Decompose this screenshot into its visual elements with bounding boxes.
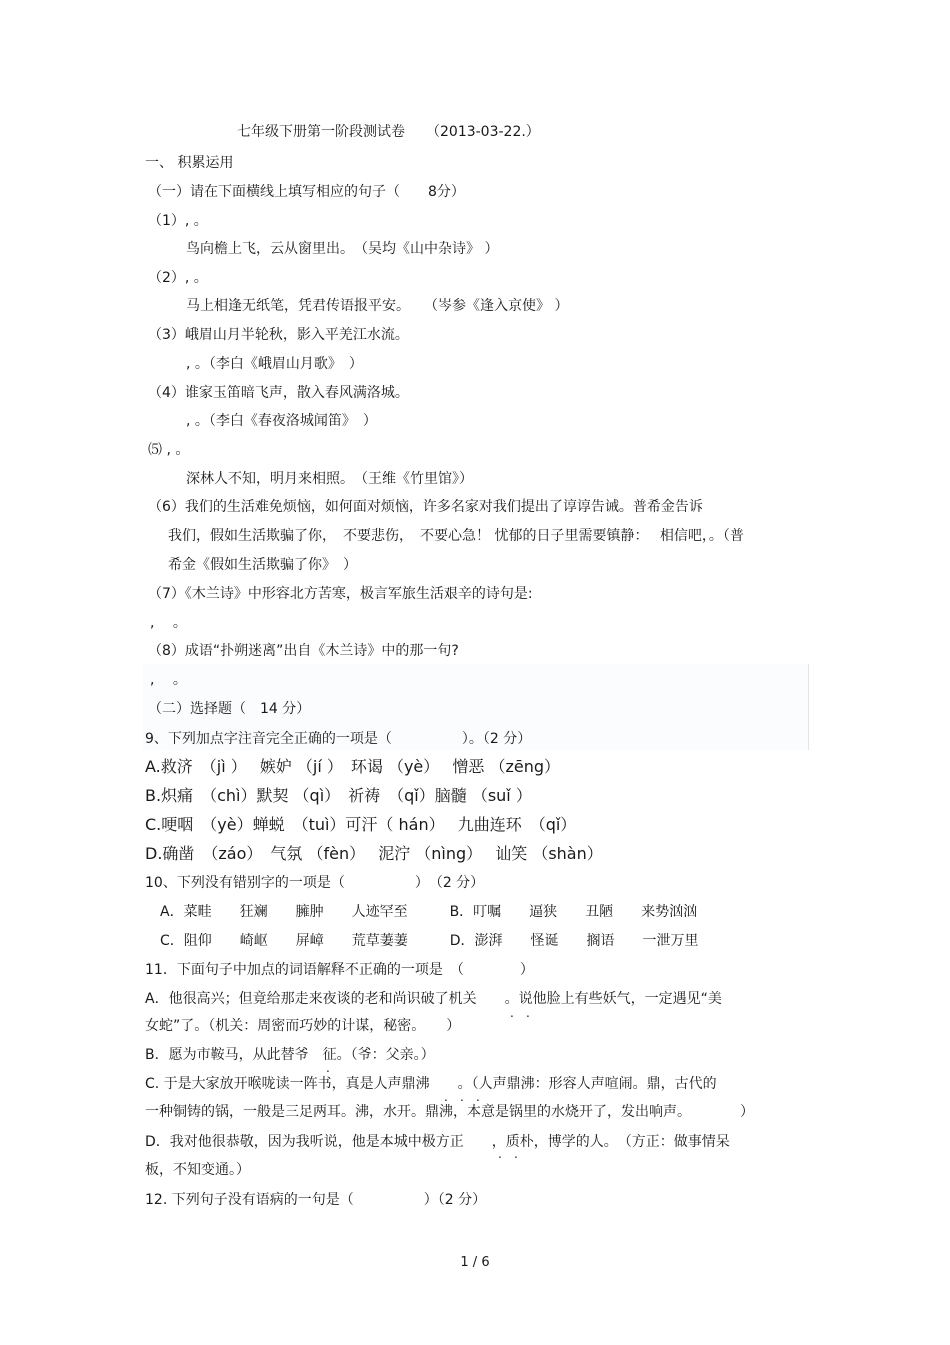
answer-line: , 。 <box>150 672 187 688</box>
question-line: （2）, 。 <box>148 270 208 286</box>
emphasis-dot: . <box>476 1090 480 1104</box>
option-line: D.确凿 （záo） 气氛 （fèn） 泥泞 （nìng） 讪笑 （shàn） <box>145 844 603 863</box>
question-line: 12. 下列句子没有语病的一句是（ ）（2 分） <box>145 1192 487 1208</box>
option-line: A.救济 （jì ） 嫉妒 （jí ） 环谒 （yè） 憎恶 （zēng） <box>145 757 560 776</box>
option-line: C．阻仰 崎岖 屏嶂 荒草萋萋 D．澎湃 怪诞 搁语 一泄万里 <box>160 933 699 949</box>
question-line: 11．下面句子中加点的词语解释不正确的一项是 （ ） <box>145 962 534 978</box>
emphasis-dot: . <box>514 1147 518 1161</box>
option-line: 板，不知变通。） <box>145 1162 250 1178</box>
question-line: 10、下列没有错别字的一项是（ ） （2 分） <box>145 875 485 891</box>
option-line: A．菜畦 狂斓 臃肿 人迹罕至 B．叮嘱 逼狭 丑陋 来势汹汹 <box>160 904 698 920</box>
sub-heading: （二）选择题（ 14 分） <box>148 701 311 717</box>
emphasis-dot: . <box>444 1090 448 1104</box>
question-line: （1）, 。 <box>148 213 208 229</box>
emphasis-dot: . <box>460 1090 464 1104</box>
question-line: （8）成语“扑朔迷离”出自《木兰诗》中的那一句? <box>148 643 459 659</box>
sub-heading: （一）请在下面横线上填写相应的句子（ 8分） <box>148 184 465 200</box>
option-line: A．他很高兴；但竟给那走来夜谈的老和尚识破了机关 。说他脸上有些妖气，一定遇见“美 <box>145 991 722 1007</box>
section-heading: 一、 积累运用 <box>145 155 234 171</box>
option-line: B.炽痛 （chì）默契 （qì） 祈祷 （qǐ）脑髓 （suǐ ） <box>145 786 532 805</box>
question-line: （4）谁家玉笛暗飞声，散入春风满洛城。 <box>148 385 409 401</box>
option-line: 女蛇”了。（机关：周密而巧妙的计谋，秘密。 ） <box>145 1018 461 1034</box>
option-line: C.哽咽 （yè）蝉蜕 （tuì）可汗（ hán） 九曲连环 （qǐ） <box>145 815 577 834</box>
page-number: 1 / 6 <box>460 1255 490 1270</box>
page-title: 七年级下册第一阶段测试卷 （2013-03-22.） <box>237 124 540 140</box>
answer-line: , 。（李白《春夜洛城闻笛》 ） <box>186 413 377 429</box>
option-line: B．愿为市鞍马，从此替爷 征。（爷：父亲。） <box>145 1047 435 1063</box>
emphasis-dot: . <box>526 1006 530 1020</box>
question-line: 9、下列加点字注音完全正确的一项是（ ）。（2 分） <box>145 731 532 747</box>
question-line: （3）峨眉山月半轮秋，影入平羌江水流。 <box>148 327 409 343</box>
emphasis-dot: . <box>510 1006 514 1020</box>
poem-line: 马上相逢无纸笔，凭君传语报平安。 （岑参《逢入京使》 ） <box>186 298 569 314</box>
question-line: （6）我们的生活难免烦恼，如何面对烦恼，许多名家对我们提出了谆谆告诫。普希金告诉 <box>148 499 703 515</box>
emphasis-dot: . <box>498 1147 502 1161</box>
poem-line: 深林人不知，明月来相照。 （王维《竹里馆》） <box>186 471 473 487</box>
question-line: 我们，假如生活欺骗了你， 不要悲伤， 不要心急！ 忧郁的日子里需要镇静： 相信吧，。（普 <box>168 528 744 544</box>
question-line: ⑸ , 。 <box>148 442 190 458</box>
emphasis-dot: . <box>326 1061 330 1075</box>
question-line: （7）《木兰诗》中形容北方苦寒，极言军旅生活艰辛的诗句是: <box>148 586 533 602</box>
question-line: 希金《假如生活欺骗了你》 ） <box>168 557 357 573</box>
option-line: 一种铜铸的锅，一般是三足两耳。沸，水开。鼎沸，本意是锅里的水烧开了，发出响声。 ） <box>145 1104 754 1120</box>
answer-line: , 。 <box>150 615 187 631</box>
poem-line: 鸟向檐上飞，云从窗里出。 （吴均《山中杂诗》 ） <box>186 241 499 257</box>
option-line: D．我对他很恭敬，因为我听说，他是本城中极方正 ，质朴，博学的人。 （方正：做事情呆 <box>145 1134 730 1150</box>
answer-line: , 。（李白《峨眉山月歌》 ） <box>186 356 363 372</box>
option-line: C. 于是大家放开喉咙读一阵书，真是人声鼎沸 。（人声鼎沸：形容人声喧闹。鼎，古代的 <box>145 1076 717 1092</box>
